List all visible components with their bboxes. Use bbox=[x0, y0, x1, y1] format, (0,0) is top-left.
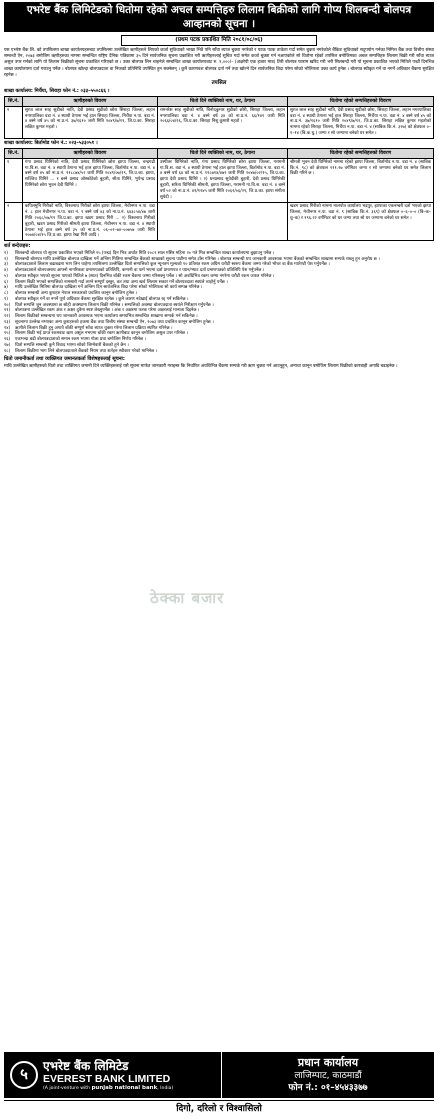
table-row bbox=[5, 106, 434, 139]
table-row bbox=[5, 158, 434, 202]
term-text: सूचनामा उल्लेख नभएका अन्य कुराहरुको हकमा बैंक तथा वित्तीय संस्था सम्बन्धी ऐन, २०७३ तथा प्रचलित कानून बमोजिम हुनेछ । bbox=[15, 319, 214, 325]
term-text: बोलपत्रदाताले लिलाम बढाबढमा भाग लिन चाहेमा तपसिलमा उल्लेखित धितो सम्पत्तिको कूल न्यूनतम मूल्यको १० प्रतिशत रकम अग्रिम धरौटी स्वरुप बैंकमा जम्मा गरेको भौचर वा बैंक ग्यारेण्टी पेश गर्नुपर्नेछ । bbox=[15, 262, 330, 268]
term-number: ५) bbox=[4, 273, 8, 279]
col-sn: सि.नं. bbox=[5, 148, 23, 158]
head-office-place: लाजिम्पाट, काठमाडौं bbox=[294, 1071, 362, 1081]
terms-heading: शर्त बन्देजहरु: bbox=[4, 243, 31, 250]
joint-venture-note: (A joint-venture with punjab national bank, India) bbox=[43, 1084, 174, 1091]
term-text: बोलपत्र सम्बन्धी अन्य कुराहरु नेपाल सरकारको प्रचलित कानून बमोजिम हुनेछ । bbox=[15, 291, 137, 297]
guarantor-heading: धितो जमानीकर्ता तथा व्यक्तिगत जमानतकर्ता विशेषहरुलाई सूचना: bbox=[4, 356, 125, 363]
term-text: बोलपत्र स्वीकृत भएको सूचना पाएको मितिले ७ (सात) दिनभित्र बाँकी रकम बैंकमा जम्मा गरिसक्नु पर्नेछ । सो अवधिभित्र रकम जम्मा नगरेमा धरौटी रकम जफत गरिनेछ । bbox=[15, 273, 275, 279]
term-number: १७) bbox=[4, 342, 11, 348]
term-text: धितो सम्पत्ति जुन अवस्थामा छ सोही अवस्थामा लिलाम बिक्री गरिनेछ । सम्पत्तिको अवस्था बोलपत्रदाता स्वयंले निरीक्षण गर्नुपर्नेछ । bbox=[15, 302, 214, 308]
term-number: १३) bbox=[4, 319, 11, 325]
term-text: बोलपत्र स्वीकृत गर्ने वा नगर्ने पूर्ण अधिकार बैंकमा सुरक्षित रहनेछ । कुनै कारण नदेखाई बोलपत्र रद्द गर्न सकिनेछ । bbox=[15, 296, 189, 302]
bank-tagline: दिगो, दरिलो र विश्वासिलो bbox=[4, 1100, 434, 1117]
tapsil-heading: तपसिल bbox=[211, 80, 227, 87]
term-text: बोलपत्रमा उल्लेखित रकम अंक र अक्षर दुवैमा स्पष्ट लेख्नुपर्नेछ । अंक र अक्षरमा फरक परेमा अक्षरलाई मान्यता दिइनेछ । bbox=[15, 308, 200, 314]
term-number: १) bbox=[4, 250, 8, 256]
term-text: लिलाम बिक्री भएको सम्पत्तिको नामसारी गर्दा लाग्ने सम्पूर्ण दस्तुर, कर तथा अन्य खर्च लिलाम सकार गर्ने बोलपत्रदाता स्वयंले व्यहोर्नु पर्नेछ । bbox=[15, 279, 228, 285]
cell-borrower: सुरज लाल साह सुडीको नाति, देवी प्रसाद सुडीको छोरा सिराहा जिल्ला, लहान नगरपालिका वडा नं. ४ स्थायी ठेगाना भई हाल सिराहा जिल्ला, मिर्चैया न.पा. वडा नं. ४ बस्ने वर्ष ४५ को ना.प्र.नं. ३७/१६१० जारी मिति २०४९/७/११, जि.प्र.का. सिराहा लक्षित कुमार महतो । bbox=[23, 106, 158, 139]
term-number: १५) bbox=[4, 331, 11, 337]
office-birtamod: शाखा कार्यालय: बिर्तामोड फोन नं.: ०२३–५३३०५१ । bbox=[4, 140, 98, 147]
term-text: शिलबन्दी बोलपत्र यो सूचना प्रकाशित भएको मितिले १५ (पन्ध्र) दिन भित्र अर्थात मिति २०८१ साल मंसिर महिना २० गते भित्र सम्बन्धित शाखा कार्यालयमा बुझाउनु पर्नेछ । bbox=[15, 250, 275, 256]
guarantor-paragraph: माथि उल्लेखित ऋणीहरुको धितो तथा व्यक्तिगत जमानी दिने व्यक्तिहरुलाई यसै सूचना मार्फत जानकारी गराइन्छ कि निर्धारित अवधिभित्र बैंकमा सम्पर्क गरी ऋण चुक्ता गर्न आउनुहुन, अन्यथा कानून बमोजिम लिलाम बिक्रीको कारबाही अगाडि बढाइनेछ । bbox=[4, 364, 398, 370]
bank-name-nepali: एभरेष्ट बैंक लिमिटेड bbox=[43, 1058, 129, 1073]
term-number: २) bbox=[4, 256, 8, 262]
bank-name-english: EVEREST BANK LIMITED bbox=[43, 1072, 171, 1085]
cell-guarantor: रामनरेश साह सुडीको नाति, विनोदकुमार सुडीको छोरी, सिराहा जिल्ला, लहान नगरपालिका वडा नं. ४ बस्ने वर्ष ३४ को ना.प्र.नं. ६६/१४१ जारी मिति २०६६/०४/२६, जि.प्र.का. सिराहा निशु कुमारी महतो । bbox=[158, 106, 288, 139]
cell-sn: १ bbox=[5, 158, 23, 202]
term-text: ऋणीले लिलाम बिक्री हुनु अगावै बाँकी सम्पूर्ण साँवा ब्याज चुक्ता गरेमा लिलाम प्रक्रिया स्थगित गरिनेछ । bbox=[15, 325, 173, 331]
cell-borrower: कपिलमुनि गिरीको नाति, विश्वनाथ गिरीको छोरा झापा जिल्ला, मेचीनगर न.पा. वडा नं. ८ हाल मेचीनगर न.पा. वडा नं. ९ बस्ने वर्ष ४३ को ना.प्र.नं. ६४३८५४/४७ जारी मिति २०६८/०७/१९ जि.प्र.का. झापा खडग प्रसाद गिरी ... २) विश्वनाथ गिरीको बुहारी, खडग प्रसाद गिरीको श्रीमती झापा जिल्ला, मेचीनगर न.पा. वडा नं. ४ स्थायी ठेगाना भई हाल बस्ने वर्ष ३५ को ना.प्र.नं. ०६–०२–७४–००७५७ जारी मिति २०७४/०४/१५ जि.प्र.का. झापा रेखा गिरी आदि । bbox=[23, 202, 158, 240]
term-number: १८) bbox=[4, 348, 11, 354]
term-item bbox=[4, 349, 434, 355]
term-text: शिलबन्दी बोलपत्र माथि उल्लेखित बोलपत्र दाखिला गर्ने अन्तिम मितिमा सम्बन्धित बैंकको शाखाको सुचना पाटीमा समेत टाँस गरिनेछ । बोलपत्र सम्बन्धी थप जानकारी आवश्यक भएमा बैंकको सम्बन्धित शाखामा सम्पर्क राख्नु हुन अनुरोध छ । bbox=[15, 256, 380, 262]
cell-sn: १ bbox=[5, 106, 23, 139]
auction-table-mirchaiya bbox=[4, 96, 434, 140]
cell-borrower: गंगा प्रसाद घिमिरेको नाति, देवी प्रसाद घिमिरेको छोरा झापा जिल्ला, चन्द्रगढी गा.वि.स. वडा नं. ४ स्थायी ठेगाना भई हाल झापा जिल्ला, बिर्तामोड न.पा. वडा नं. ४ बस्ने वर्ष ४५ को ना.प्र.नं. ११८८७४/५२ जारी मिति २०४९/०७/१९, जि.प्र.का. झापा, सञ्जिव घिमिरे ... र बस्ने प्रसाद ओस्कोटेको बुहारी, सीता घिमिरे, भुपेन्द्र प्रसाद घिमिरेको छोरा भुवन देवी घिमिरे । bbox=[23, 158, 158, 202]
term-number: १०) bbox=[4, 302, 11, 308]
terms-list bbox=[4, 251, 434, 355]
notice-heading: एभरेष्ट बैंक लिमिटेडको धितोमा रहेको अचल सम्पत्तिहरु लिलाम बिक्रीको लागि गोप्य शिलबन्दी बोलपत्र आव्हानको सूचना । bbox=[4, 2, 434, 32]
office-mirchaiya: शाखा कार्यालय: मिर्चैया, सिराहा फोन नं.: ०३३–५५०८६६ । bbox=[4, 88, 110, 95]
term-text: बोलपत्रदाताले बोलपत्रसाथ आफ्नो नागरिकता प्रमाणपत्रको प्रतिलिपि, कम्पनी वा फर्म भएमा दर्ता प्रमाणपत्र र प्यान/भ्याट दर्ता प्रमाणपत्रको प्रतिलिपि पेश गर्नुपर्नेछ । bbox=[15, 268, 265, 274]
term-text: एकभन्दा बढी बोलपत्रदाताको समान रकम भएमा गोला प्रथा बमोजिम निर्णय गरिनेछ । bbox=[15, 337, 147, 343]
col-borrower: ऋणीहरुको विवरण bbox=[23, 148, 158, 158]
cell-collateral: श्रीमती भुवन देवी घिमिरेको नाममा रहेको झापा जिल्ला, बिर्तामोड न.पा. वडा नं. ४ (साबिक कि.नं. ९८) को क्षेत्रफल १११.२७ वर्गमिटर जग्गा र सो जग्गामा बनेको घर समेत लिलाम बिक्री गरिने छ । bbox=[288, 158, 434, 202]
table-header-row bbox=[5, 148, 434, 158]
term-number: १२) bbox=[4, 314, 11, 320]
term-number: ४) bbox=[4, 268, 8, 274]
intro-paragraph: यस एभरेष्ट बैंक लि. को तपसिलमा शाखा कार्यालयहरुबाट तपसिलमा उल्लेखित ऋणीहरुले लिएको कर्जा सुविधाको भाखा भित्रै पनि साँवा ब्याज चुक्ता नगरेको र पटक पटक ताकेता गर्दा समेत चुक्ता नगरेकोले बैंकिङ सुविधाको सदुपयोग गर्नका निमित्त बैंक तथा वित्तीय संस्था सम्बन्धी ऐन, २०७३ बमोजिम ऋणीहरुका नाममा सम्बन्धित राष्ट्रिय दैनिक पत्रिकामा ३५ दिने सार्वजनिक सूचना प्रकाशित गरी ऋणीहरुलाई सूचित गर्दा समेत कर्जा चुक्ता गर्न नआएकोले सो धितोमा रहेको तपसिल बमोजिमका अचल सम्पत्तिहरु लिलाम बिक्री गरी साँवा ब्याज असुल उपर गर्नको लागि यो लिलाम बिक्रीको सूचना प्रकाशित गरिएको छ । उक्त बोलपत्र लिन चाहनेले सम्बन्धित शाखा कार्यालयबाट रु. १,०००/– (अक्षरेपी एक हजार मात्र) तिरी बोलपत्र फाराम खरिद गरी भरी सिलबन्दी गरी यो सूचना प्रकाशित भएको मितिले पन्ध्रौं दिनभित्र शाखा कार्यालयमा दर्ता गराउनु पर्नेछ । बोलपत्र खोल्दा बोलपत्रदाता वा निजको प्रतिनिधि उपस्थित हुन सक्नेछन् । कुनै कारणवश बोलपत्र दर्ता गर्ने तथा खोल्ने दिन सार्वजनिक बिदा परेमा सोको भोलिपल्ट उक्त कार्य हुनेछ । बोलपत्र स्वीकृत गर्ने वा नगर्ने अधिकार बैंकमा सुरक्षित रहनेछ । bbox=[4, 48, 434, 78]
col-collateral: धितोमा रहेको सम्पत्तिहरुको विवरण bbox=[288, 148, 434, 158]
term-number: ६) bbox=[4, 279, 8, 285]
cell-sn: २ bbox=[5, 202, 23, 240]
col-collateral: धितोमा रहेको सम्पत्तिहरुको विवरण bbox=[288, 96, 434, 106]
auction-table-birtamod bbox=[4, 148, 434, 242]
term-number: ९) bbox=[4, 296, 8, 302]
head-office-phone: फोन नं.: ०१–४५४३३७७ bbox=[288, 1083, 368, 1093]
term-number: १६) bbox=[4, 337, 11, 343]
term-text: लिलाम बिक्रीको सम्बन्धमा थप जानकारी आवश्यक भएमा कार्यालय समयभित्र सम्बन्धित शाखामा सम्पर्क गर्न सकिनेछ । bbox=[15, 314, 198, 320]
term-number: ७) bbox=[4, 285, 8, 291]
col-borrower: ऋणीहरुको विवरण bbox=[23, 96, 158, 106]
table-header-row bbox=[5, 96, 434, 106]
col-guarantor: धितो दिने व्यक्तिको नाम, थर, ठेगाना bbox=[158, 96, 288, 106]
col-guarantor: धितो दिने व्यक्तिको नाम, थर, ठेगाना bbox=[158, 148, 288, 158]
col-sn: सि.नं. bbox=[5, 96, 23, 106]
first-publication-date: (प्रथम पटक प्रकाशित मिति २०८१/०८/०६) bbox=[121, 35, 317, 46]
head-office-title: प्रधान कार्यालय bbox=[297, 1056, 359, 1069]
cell-guarantor: उस्पीतर घिमिरेको नाति, गंगा प्रसाद घिमिरेको छोरा झापा जिल्ला, गरामनी गा.वि.स. वडा नं. ४ स्थायी ठेगाना भई हाल झापा जिल्ला, बिर्तामोड न.पा. वडा नं. ४ बस्ने वर्ष ६४ को ना.प्र.नं. ११८७१४/४७२ जारी मिति २०४७/०२/१५, जि.प्र.का. झापा देवी प्रसाद घिमिरे । २) धनप्रसाद सुवेदीकी बुहारी, देवी प्रसाद घिमिरेकी बुहारी, सरिता घिमिरेकी श्रीमती, झापा जिल्ला, गरामनी गा.वि.स. वडा नं. ४ बस्ने वर्ष ५२ को ना.प्र.नं. ४१/१२४५ जारी मिति २०६२/०६/२९, जि.प्र.का. झापा संगीता सुवेदी । bbox=[158, 158, 288, 202]
watermark-logo: ठेक्का बजार bbox=[150, 589, 225, 607]
term-text: माथि उल्लेखित मितिमा बोलपत्र दाखिला गर्ने अन्तिम दिन सार्वजनिक बिदा परेमा सोको भोलिपल्ट सो कार्य सम्पन्न गरिनेछ । bbox=[15, 285, 203, 291]
table-row bbox=[5, 202, 434, 240]
bank-footer bbox=[4, 1052, 434, 1098]
term-number: ३) bbox=[4, 262, 8, 268]
term-number: ११) bbox=[4, 308, 11, 314]
head-office-block bbox=[222, 1052, 434, 1098]
cell-guarantor bbox=[158, 202, 288, 240]
cell-collateral: सुरज लाल साह सुडीको नाति, देवी प्रसाद सुडीको छोरा, सिराहा जिल्ला, लहान नगरपालिका वडा नं. ४ स्थायी ठेगाना भई हाल सिराहा जिल्ला, मिर्चैया न.पा. वडा नं. ४ बस्ने वर्ष ४५ को ना.प्र.नं. ३७/१६१० जारी मिति २०४९/७/११, जि.प्र.का. सिराहा लक्षित कुमार महतोको नाममा रहेको सिराहा जिल्ला, मिर्चैया न.पा. वडा नं. ४ (साबिक कि.नं. ३२७) को क्षेत्रफल ०–१–१४ (बि.क.धु.) जग्गा र सो जग्गामा बनेको घर समेत । bbox=[288, 106, 434, 139]
term-number: १४) bbox=[4, 325, 11, 331]
cell-collateral: खडग प्रसाद गिरीको नाममा मालपोत कार्यालय भद्रपुर, झापाका एकनम्बरी दर्ता भएको झापा जिल्ला, मेचीनगर न.पा. वडा नं. ९ (साबिक कि.नं. ३६९) को क्षेत्रफल ०–६–०–० (बि–क–धु–क) र १९६.२२ वर्गमिटर को घर जग्गा तथा सो घर जग्गामा बनेको घर समेत । bbox=[288, 202, 434, 240]
bank-branding bbox=[4, 1052, 222, 1098]
term-text: लिलाम बिक्रीमा भाग लिने बोलपत्रदाताले बैंकको नियम तथा शर्तहरु स्वीकार गरेको मानिनेछ । bbox=[15, 348, 158, 354]
term-text: धितो सम्पत्ति सम्बन्धी कुनै विवाद भएमा सोको जिम्मेवारी बैंकको हुने छैन । bbox=[15, 342, 129, 348]
term-text: लिलाम बिक्री भई प्राप्त रकमबाट ऋण असुल नभएमा बाँकी रकम ऋणीबाट कानून बमोजिम असुल उपर गरिनेछ । bbox=[15, 331, 188, 337]
term-number: ८) bbox=[4, 291, 8, 297]
everest-bank-logo-icon: ५ bbox=[10, 1061, 38, 1089]
